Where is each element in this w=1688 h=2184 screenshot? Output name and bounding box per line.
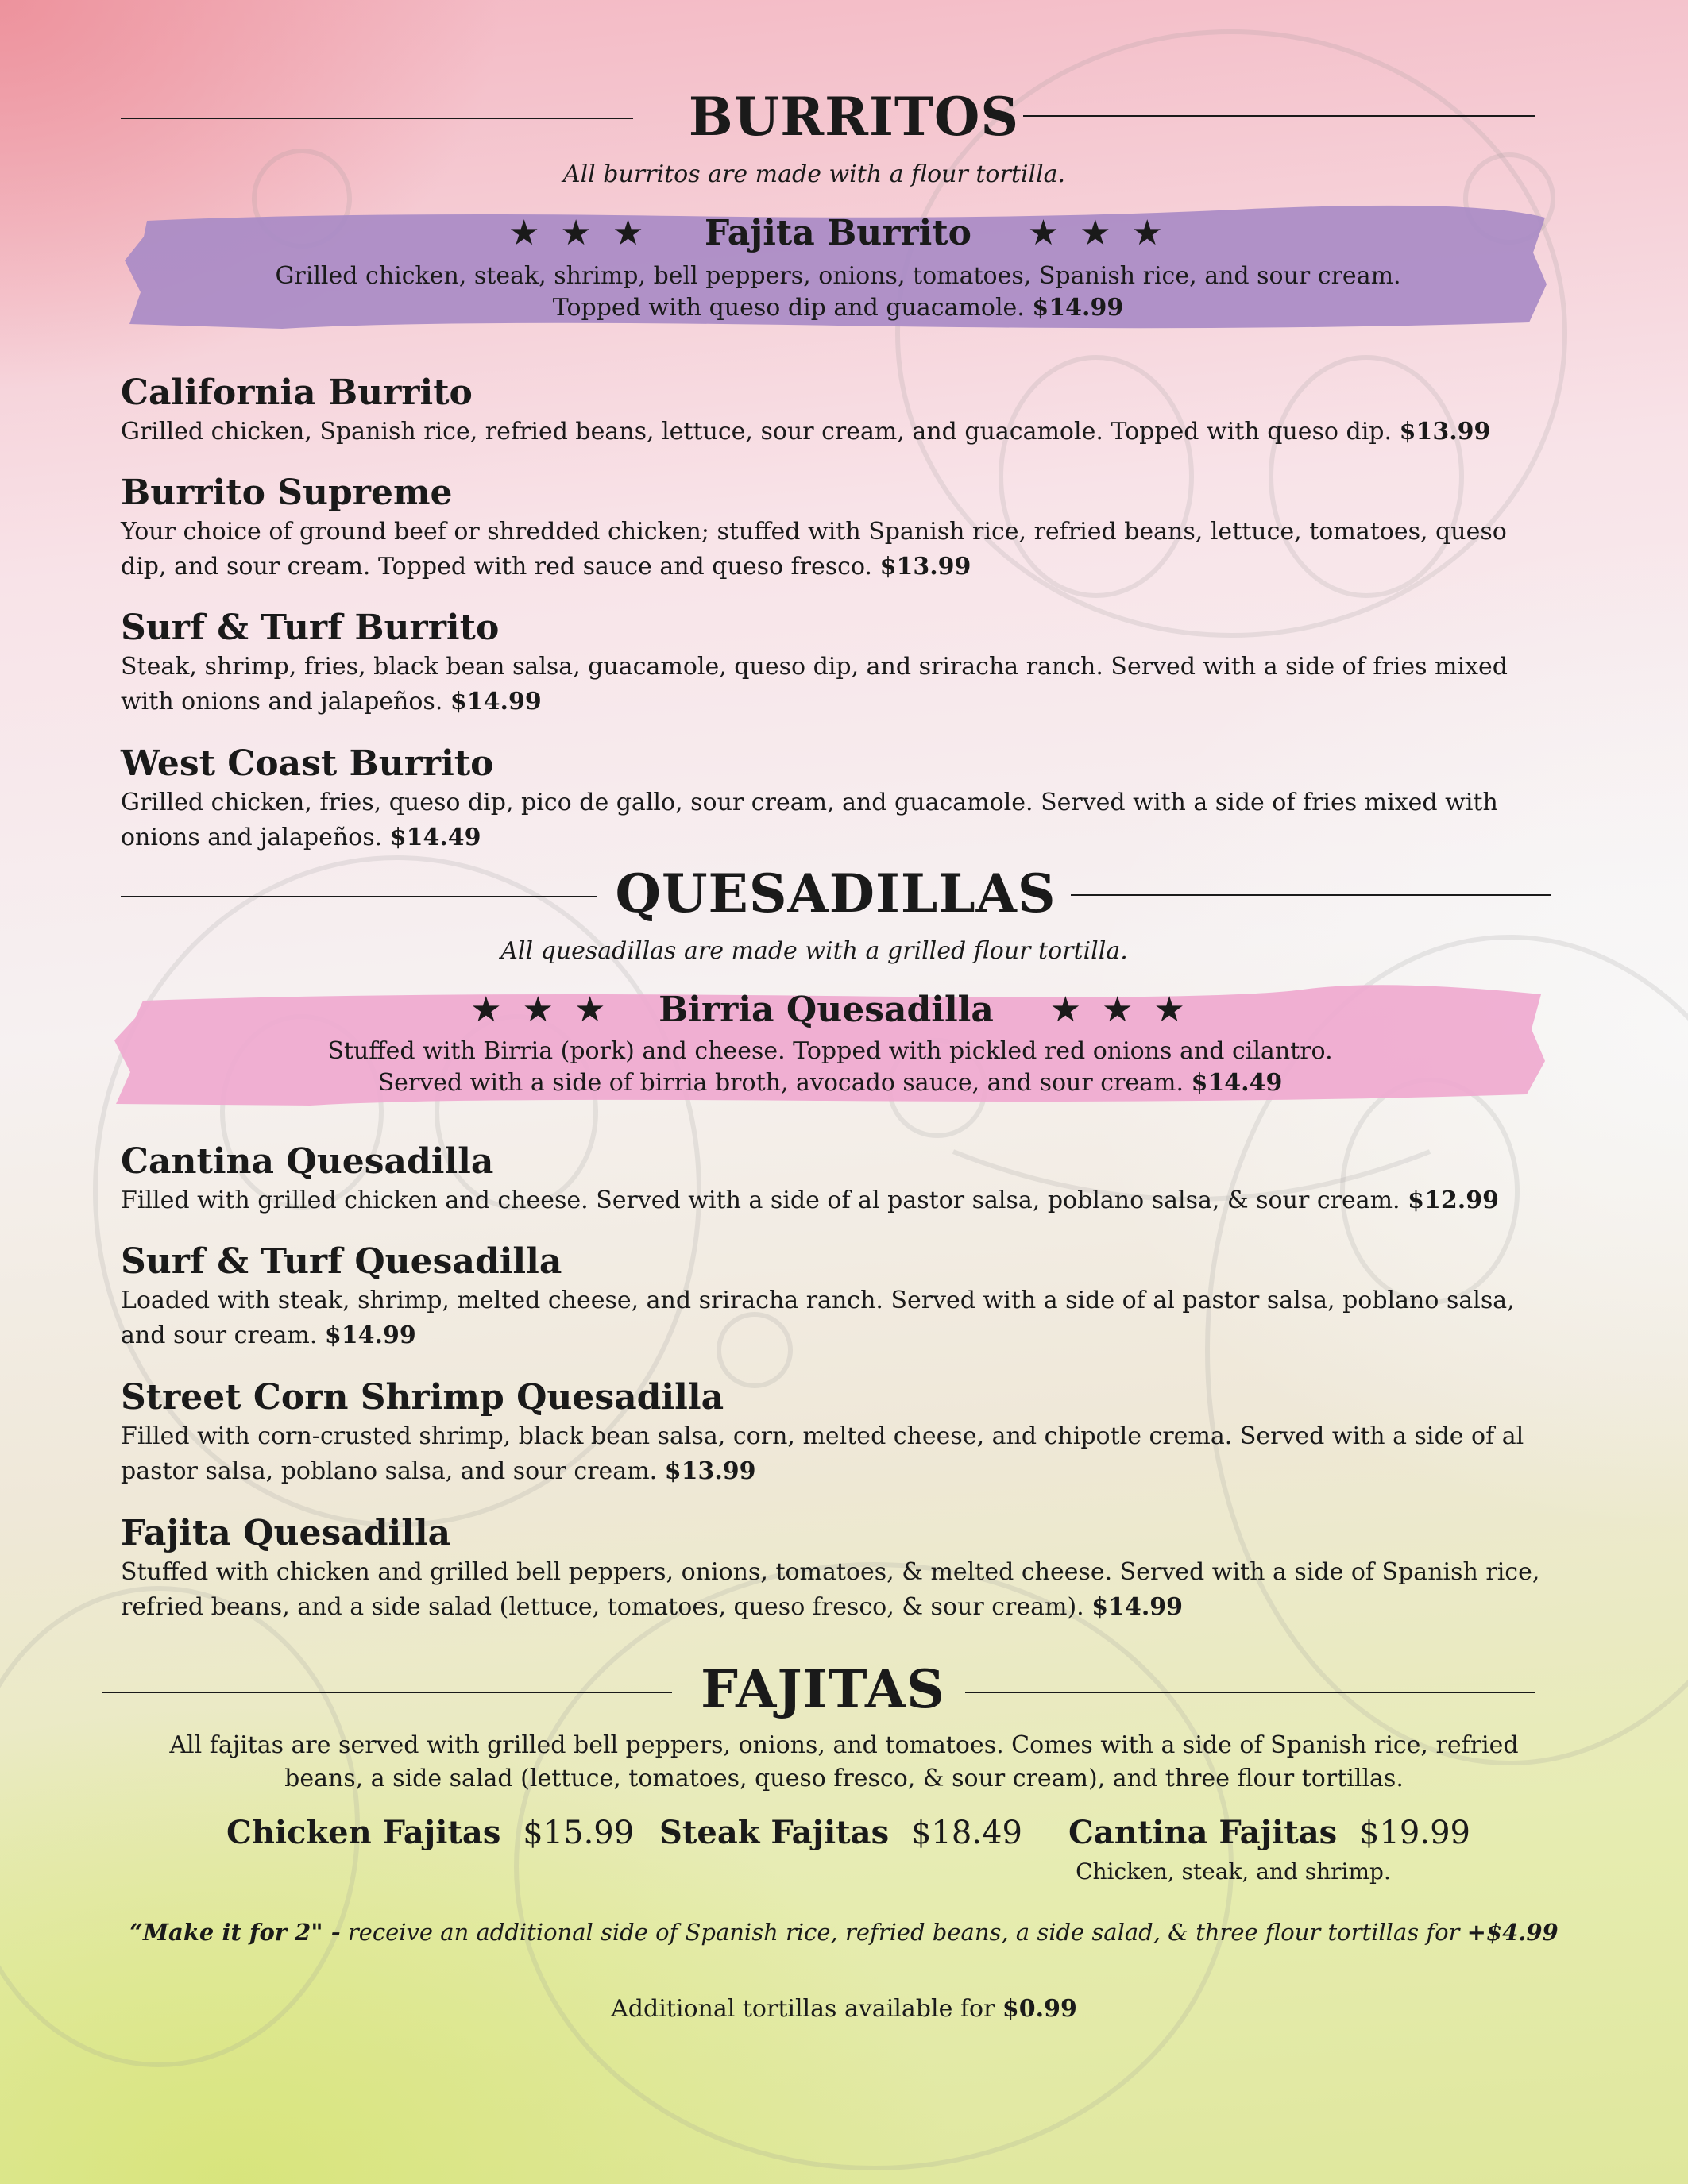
menu-item-street-corn-shrimp-quesadilla xyxy=(121,1376,1551,1489)
make-it-for-2-label: “Make it for 2" - xyxy=(129,1919,341,1946)
make-it-for-2-line xyxy=(79,1919,1609,1946)
fajita-burrito-desc-line1: Grilled chicken, steak, shrimp, bell peppers, onions, tomatoes, Spanish rice, and sour cream. xyxy=(275,262,1401,290)
fajitas-intro-line2: beans, a side salad (lettuce, tomatoes, queso fresco, & sour cream), and three flour tortillas. xyxy=(284,1765,1404,1792)
star-icon: ★ ★ ★ xyxy=(470,990,611,1030)
additional-tortillas-line xyxy=(79,1995,1609,2023)
birria-quesadilla-name: Birria Quesadilla xyxy=(659,990,994,1030)
item-desc: Filled with corn-crusted shrimp, black bean salsa, corn, melted cheese, and chipotle crema. Served with a side of al pastor salsa, poblano salsa, and sour cream. xyxy=(121,1422,1524,1485)
burritos-intro: All burritos are made with a flour tortilla. xyxy=(562,160,1066,188)
star-icon: ★ ★ ★ xyxy=(1027,213,1168,253)
item-name: Cantina Quesadilla xyxy=(121,1141,494,1182)
item-price: $14.49 xyxy=(389,824,481,851)
fajitas-rule-right xyxy=(965,1692,1535,1693)
item-price: $12.99 xyxy=(1408,1187,1499,1214)
item-desc: Stuffed with chicken and grilled bell peppers, onions, tomatoes, & melted cheese. Served with a side of Spanish rice, refried beans, and a side salad (lettuce, tomatoes, queso fresco, & sour cream). xyxy=(121,1558,1540,1621)
fajita-option-chicken xyxy=(226,1814,634,1851)
birria-quesadilla-title xyxy=(111,990,1549,1030)
star-icon: ★ ★ ★ xyxy=(508,213,649,253)
fajita-option-price: $15.99 xyxy=(523,1815,635,1851)
birria-quesadilla-desc-line1: Stuffed with Birria (pork) and cheese. Topped with pickled red onions and cilantro. xyxy=(327,1037,1333,1065)
menu-item-california-burrito xyxy=(121,372,1551,450)
fajita-option-name: Cantina Fajitas xyxy=(1068,1814,1338,1851)
quesadillas-intro: All quesadillas are made with a grilled flour tortilla. xyxy=(500,937,1128,965)
item-desc: Steak, shrimp, fries, black bean salsa, guacamole, queso dip, and sriracha ranch. Served with a side of fries mixed with onions and jalapeños. xyxy=(121,653,1508,716)
birria-quesadilla-desc xyxy=(111,1036,1549,1099)
fajita-option-name: Steak Fajitas xyxy=(659,1814,890,1851)
fajita-burrito-price: $14.99 xyxy=(1032,294,1124,322)
item-name: Fajita Quesadilla xyxy=(121,1513,451,1553)
fajita-option-price: $19.99 xyxy=(1359,1815,1470,1851)
item-name: Surf & Turf Burrito xyxy=(121,608,500,648)
item-price: $14.99 xyxy=(324,1322,416,1349)
fajita-burrito-title xyxy=(123,213,1553,253)
item-price: $14.99 xyxy=(450,688,542,716)
item-price: $13.99 xyxy=(1399,418,1491,446)
menu-item-west-coast-burrito xyxy=(121,743,1551,855)
menu-item-burrito-supreme xyxy=(121,472,1551,585)
item-price: $13.99 xyxy=(664,1457,756,1485)
fajitas-title: FAJITAS xyxy=(701,1658,945,1720)
make-it-for-2-price: +$4.99 xyxy=(1466,1919,1559,1946)
additional-tortillas-price: $0.99 xyxy=(1002,1995,1077,2023)
burritos-rule-right xyxy=(1023,115,1535,117)
menu-item-surf-turf-quesadilla xyxy=(121,1241,1551,1353)
item-desc: Loaded with steak, shrimp, melted cheese, and sriracha ranch. Served with a side of al pastor salsa, poblano salsa, and sour cream. xyxy=(121,1287,1515,1349)
item-desc: Grilled chicken, fries, queso dip, pico de gallo, sour cream, and guacamole. Served with a side of fries mixed with onions and jalapeños. xyxy=(121,789,1498,851)
birria-quesadilla-price: $14.49 xyxy=(1191,1069,1283,1097)
fajita-burrito-banner xyxy=(123,205,1553,334)
item-name: West Coast Burrito xyxy=(121,743,494,784)
fajita-burrito-name: Fajita Burrito xyxy=(704,213,972,253)
item-desc: Grilled chicken, Spanish rice, refried beans, lettuce, sour cream, and guacamole. Topped with queso dip. xyxy=(121,418,1393,446)
fajita-burrito-desc xyxy=(123,260,1553,324)
quesadillas-title: QUESADILLAS xyxy=(615,862,1056,924)
menu-item-fajita-quesadilla xyxy=(121,1512,1551,1625)
birria-quesadilla-desc-line2: Served with a side of birria broth, avocado sauce, and sour cream. xyxy=(377,1069,1184,1097)
burritos-title: BURRITOS xyxy=(688,86,1020,148)
item-price: $13.99 xyxy=(879,553,971,581)
burritos-rule-left xyxy=(121,118,633,119)
fajita-burrito-desc-line2: Topped with queso dip and guacamole. xyxy=(552,294,1025,322)
fajita-option-steak xyxy=(659,1814,1022,1851)
additional-tortillas-text: Additional tortillas available for xyxy=(611,1995,1002,2023)
menu-item-cantina-quesadilla xyxy=(121,1140,1551,1218)
menu-item-surf-turf-burrito xyxy=(121,607,1551,720)
fajita-option-price: $18.49 xyxy=(910,1815,1022,1851)
birria-quesadilla-banner xyxy=(111,983,1549,1110)
item-name: Surf & Turf Quesadilla xyxy=(121,1241,562,1282)
item-desc: Filled with grilled chicken and cheese. Served with a side of al pastor salsa, poblano salsa, & sour cream. xyxy=(121,1187,1400,1214)
quesadillas-rule-right xyxy=(1071,894,1551,896)
fajitas-rule-left xyxy=(102,1692,672,1693)
item-price: $14.99 xyxy=(1091,1593,1184,1621)
star-icon: ★ ★ ★ xyxy=(1049,990,1190,1030)
quesadillas-rule-left xyxy=(121,896,597,897)
fajita-option-cantina xyxy=(1068,1814,1470,1851)
item-name: Burrito Supreme xyxy=(121,473,453,513)
item-name: Street Corn Shrimp Quesadilla xyxy=(121,1377,724,1418)
fajita-option-name: Chicken Fajitas xyxy=(226,1814,501,1851)
item-desc: Your choice of ground beef or shredded chicken; stuffed with Spanish rice, refried beans, lettuce, tomatoes, queso dip, and sour cream. Topped with red sauce and queso fresco. xyxy=(121,518,1507,581)
fajita-option-cantina-note: Chicken, steak, and shrimp. xyxy=(1076,1858,1391,1885)
item-name: California Burrito xyxy=(121,372,473,413)
make-it-for-2-text: receive an additional side of Spanish rice, refried beans, a side salad, & three flour tortillas for xyxy=(340,1919,1467,1946)
fajitas-intro-line1: All fajitas are served with grilled bell peppers, onions, and tomatoes. Comes with a side of Spanish rice, refried xyxy=(169,1731,1519,1759)
